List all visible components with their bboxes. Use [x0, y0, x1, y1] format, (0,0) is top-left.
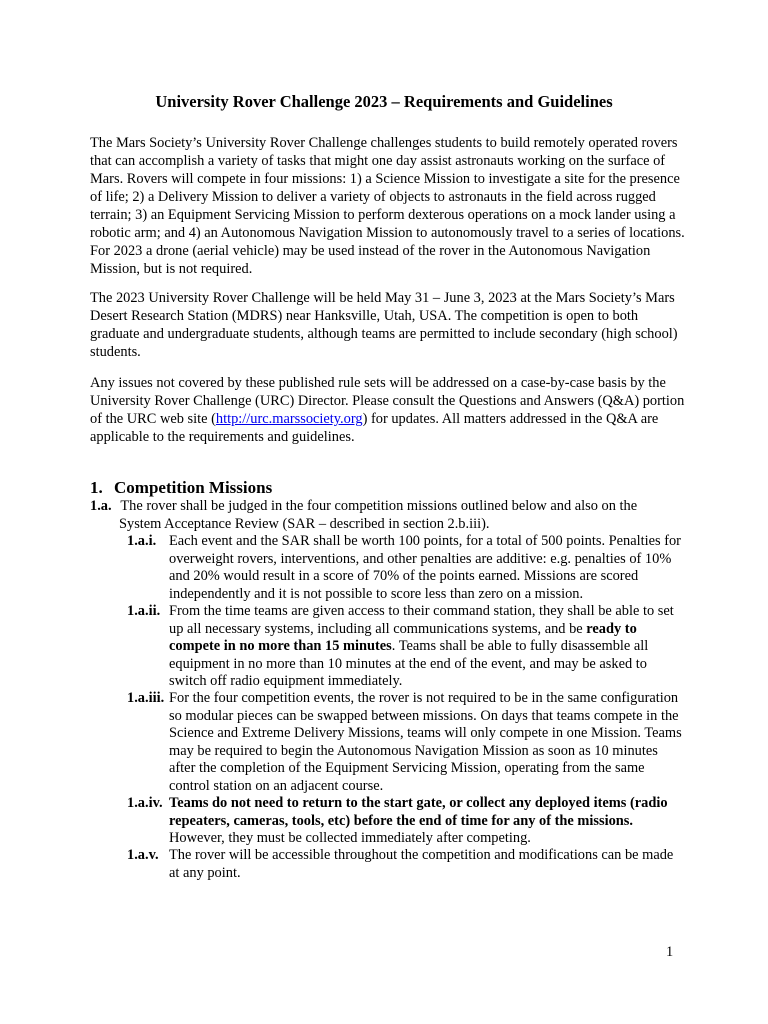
section-number: 1. [90, 478, 103, 497]
intro-paragraph-3-text-a: Any issues not covered by these published rule sets will be addressed on a case-by-case basis by the University Rover Challenge (URC) Director. Please consult the Questions and Answers (Q&A) portion of the URC web site ( [90, 375, 685, 427]
subitem-1aii [127, 603, 687, 691]
subitem-text-b: However, they must be collected immediately after competing. [169, 830, 531, 846]
subitem-label: 1.a.iv. [127, 795, 163, 811]
subitem-1ai [127, 533, 687, 603]
subitem-1aiv [127, 795, 687, 848]
subitem-1aiii [127, 690, 687, 795]
intro-paragraph-1: The Mars Society’s University Rover Challenge challenges students to build remotely operated rovers that can accomplish a variety of tasks that might one day assist astronauts working on the surface of Mars. Rovers will compete in four missions: 1) a Science Mission to investigate a site for the presence of life; 2) a Delivery Mission to deliver a variety of objects to astronauts in the field across rugged terrain; 3) an Equipment Servicing Mission to perform dexterous operations on a mock lander using a robotic arm; and 4) an Autonomous Navigation Mission to autonomously travel to a series of locations. For 2023 a drone (aerial vehicle) may be used instead of the rover in the Autonomous Navigation Mission, but is not required. [90, 135, 685, 277]
intro-paragraph-3 [90, 374, 690, 446]
subitem-text: For the four competition events, the rover is not required to be in the same configuration so modular pieces can be swapped between missions. On days that teams compete in the Science and Extreme Delivery Missions, teams will only compete in one Mission. Teams may be required to begin the Autonomous Navigation Mission as soon as 10 minutes after the completion of the Equipment Servicing Mission, operating from the same control station on an adjacent course. [169, 690, 682, 794]
subitem-1av [127, 847, 687, 882]
subitem-text: The rover will be accessible throughout the competition and modifications can be made at any point. [169, 847, 674, 881]
intro-paragraph-3-text-b: ) for updates. All matters addressed in the Q&A are applicable to the requirements and guidelines. [90, 411, 659, 445]
subitem-label: 1.a.i. [127, 533, 157, 549]
subitem-text: Each event and the SAR shall be worth 100 points, for a total of 500 points. Penalties for overweight rovers, interventions, and other penalties are additive: e.g. penalties of 10% and 20% would result in a score of 70% of the points earned. Missions are scored independently and it is not possible to score less than zero on a mission. [169, 533, 681, 602]
subitem-label: 1.a.iii. [127, 690, 165, 706]
subitem-text-a: From the time teams are given access to their command station, they shall be able to set up all necessary systems, including all communications systems, and be [169, 603, 674, 637]
page-number: 1 [666, 944, 674, 960]
item-1a-label: 1.a. [90, 498, 112, 514]
subitem-text-b: . Teams shall be able to fully disassemble all equipment in no more than 10 minutes at the end of the event, and may be asked to switch off radio equipment immediately. [169, 638, 649, 689]
section-title: Competition Missions [114, 478, 273, 497]
subitem-label: 1.a.v. [127, 847, 159, 863]
urc-website-link[interactable]: http://urc.marssociety.org [215, 411, 363, 427]
subitem-text [169, 603, 687, 691]
section-heading [90, 478, 272, 498]
subitem-text [169, 795, 687, 848]
item-1a [90, 498, 690, 533]
subitem-text-bold: ready to compete in no more than 15 minutes [169, 620, 637, 654]
subitem-label: 1.a.ii. [127, 603, 161, 619]
item-1a-text-line2: System Acceptance Review (SAR – described in section 2.b.iii). [119, 515, 490, 532]
intro-paragraph-2: The 2023 University Rover Challenge will be held May 31 – June 3, 2023 at the Mars Society’s Mars Desert Research Station (MDRS) near Hanksville, Utah, USA. The competition is open to both graduate and undergraduate students, although teams are permitted to include secondary (high school) students. [90, 290, 678, 360]
document-title: University Rover Challenge 2023 – Requirements and Guidelines [155, 92, 613, 111]
subitem-text-bold: Teams do not need to return to the start gate, or collect any deployed items (radio repeaters, cameras, tools, etc) before the end of time for any of the missions. [169, 795, 668, 829]
item-1a-text-line1: The rover shall be judged in the four competition missions outlined below and also on the [120, 498, 638, 514]
